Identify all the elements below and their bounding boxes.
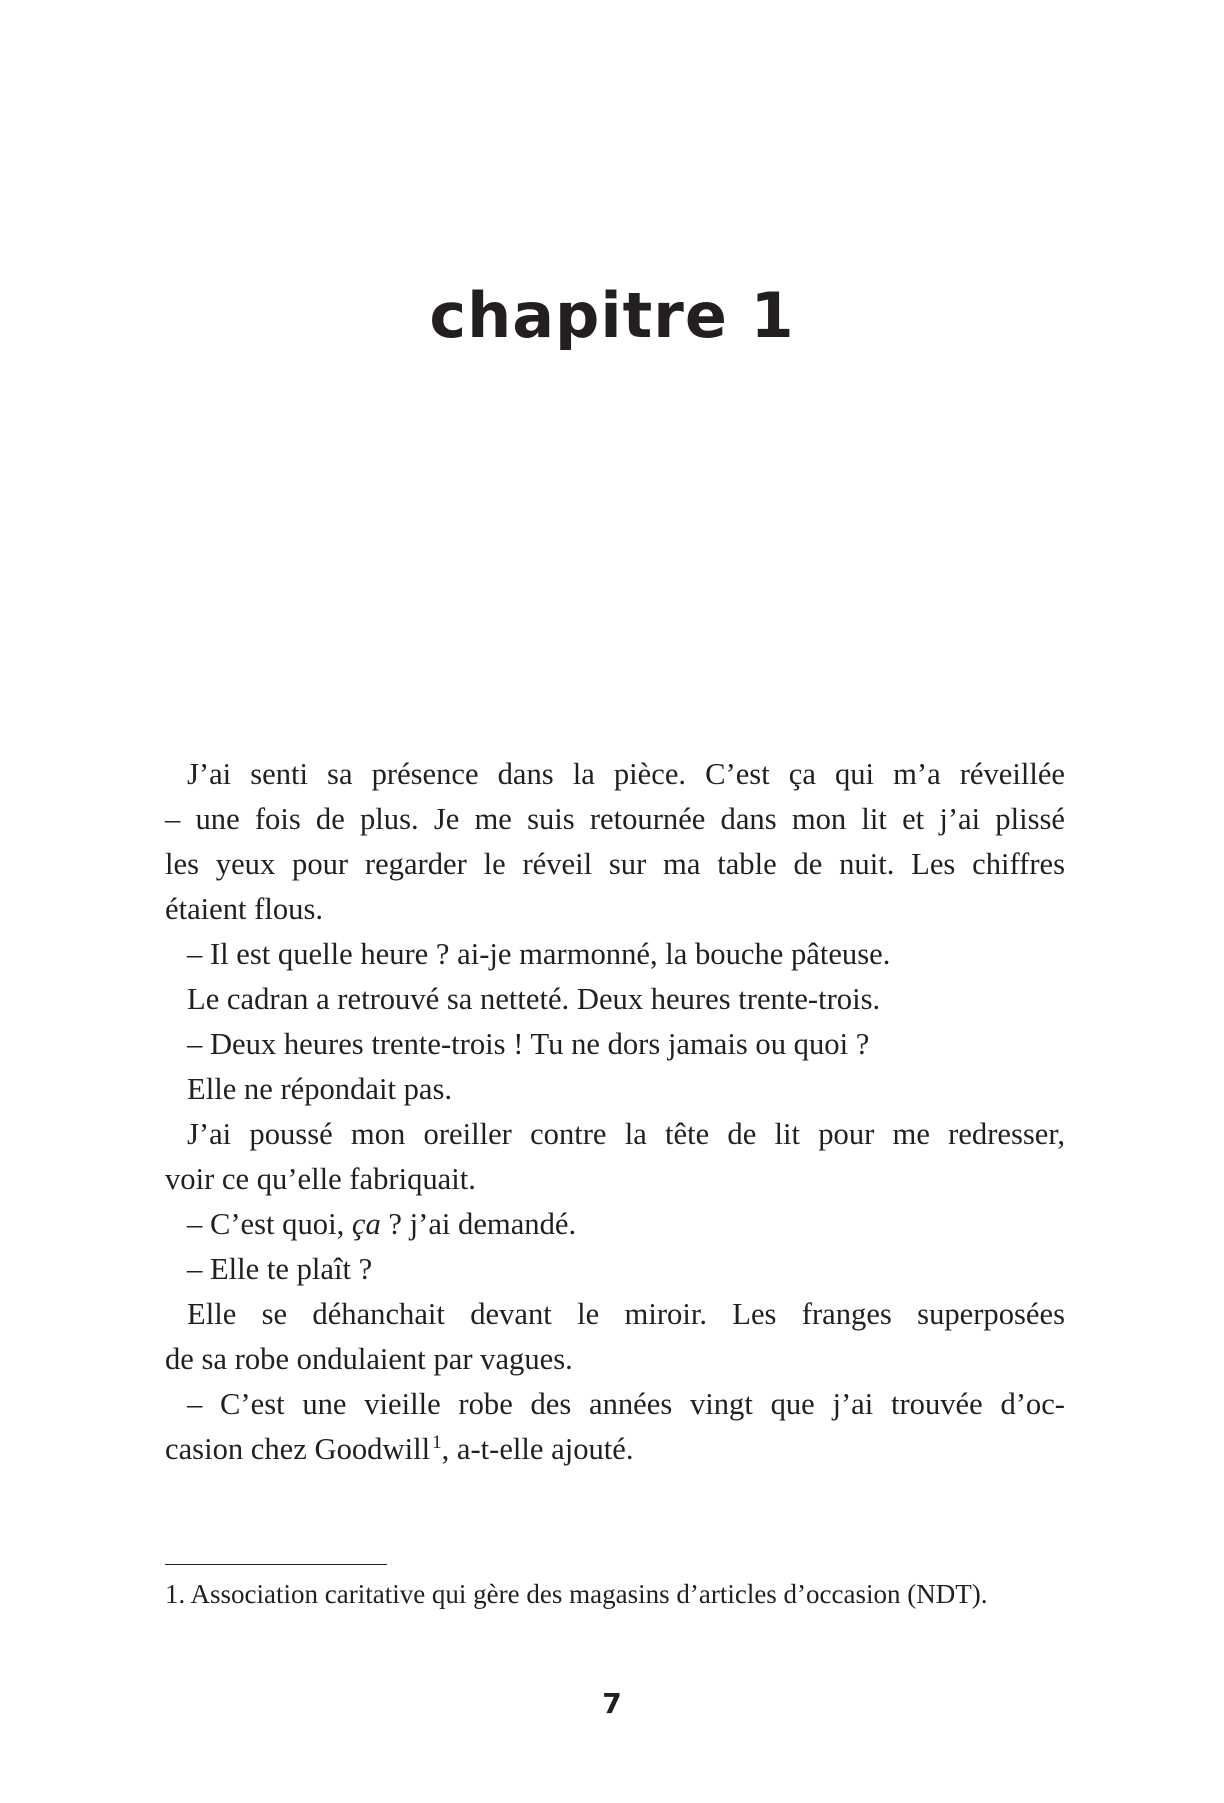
- text-line: J’ai poussé mon oreiller contre la tête de lit pour me redresser,: [187, 1117, 1065, 1151]
- footnote-reference: 1: [432, 1431, 442, 1453]
- text-line: [165, 1427, 1065, 1472]
- text-line: étaient flous.: [165, 892, 324, 926]
- footnote: 1. Association caritative qui gère des magasins d’articles d’occasion (NDT).: [165, 1579, 988, 1609]
- text-line: J’ai senti sa présence dans la pièce. C’est ça qui m’a réveillée: [187, 757, 1065, 791]
- body-text: [165, 752, 1065, 1472]
- text-line: Le cadran a retrouvé sa netteté. Deux heures trente-trois.: [187, 982, 881, 1016]
- italic-word: ça: [351, 1207, 381, 1241]
- page-number: 7: [602, 1687, 622, 1720]
- text-line: Elle ne répondait pas.: [187, 1072, 453, 1106]
- text-line: – Il est quelle heure ? ai-je marmonné, la bouche pâteuse.: [187, 937, 891, 971]
- text-line: – une fois de plus. Je me suis retournée dans mon lit et j’ai plissé: [165, 802, 1065, 836]
- chapter-title: chapitre 1: [429, 279, 795, 352]
- text-segment: , a-t-elle ajouté.: [441, 1432, 634, 1466]
- text-line: – Deux heures trente-trois ! Tu ne dors jamais ou quoi ?: [187, 1027, 870, 1061]
- text-segment: – C’est quoi,: [187, 1207, 352, 1241]
- text-line: – C’est une vieille robe des années vingt que j’ai trouvée d’oc-: [187, 1387, 1065, 1421]
- footnote-divider: [165, 1564, 387, 1565]
- text-line: [165, 1202, 1065, 1247]
- text-line: Elle se déhanchait devant le miroir. Les franges superposées: [187, 1297, 1065, 1331]
- text-line: les yeux pour regarder le réveil sur ma table de nuit. Les chiffres: [165, 847, 1065, 881]
- text-line: – Elle te plaît ?: [187, 1252, 373, 1286]
- text-line: voir ce qu’elle fabriquait.: [165, 1162, 476, 1196]
- text-segment: casion chez Goodwill: [165, 1432, 431, 1466]
- text-line: de sa robe ondulaient par vagues.: [165, 1342, 573, 1376]
- text-segment: ? j’ai demandé.: [380, 1207, 577, 1241]
